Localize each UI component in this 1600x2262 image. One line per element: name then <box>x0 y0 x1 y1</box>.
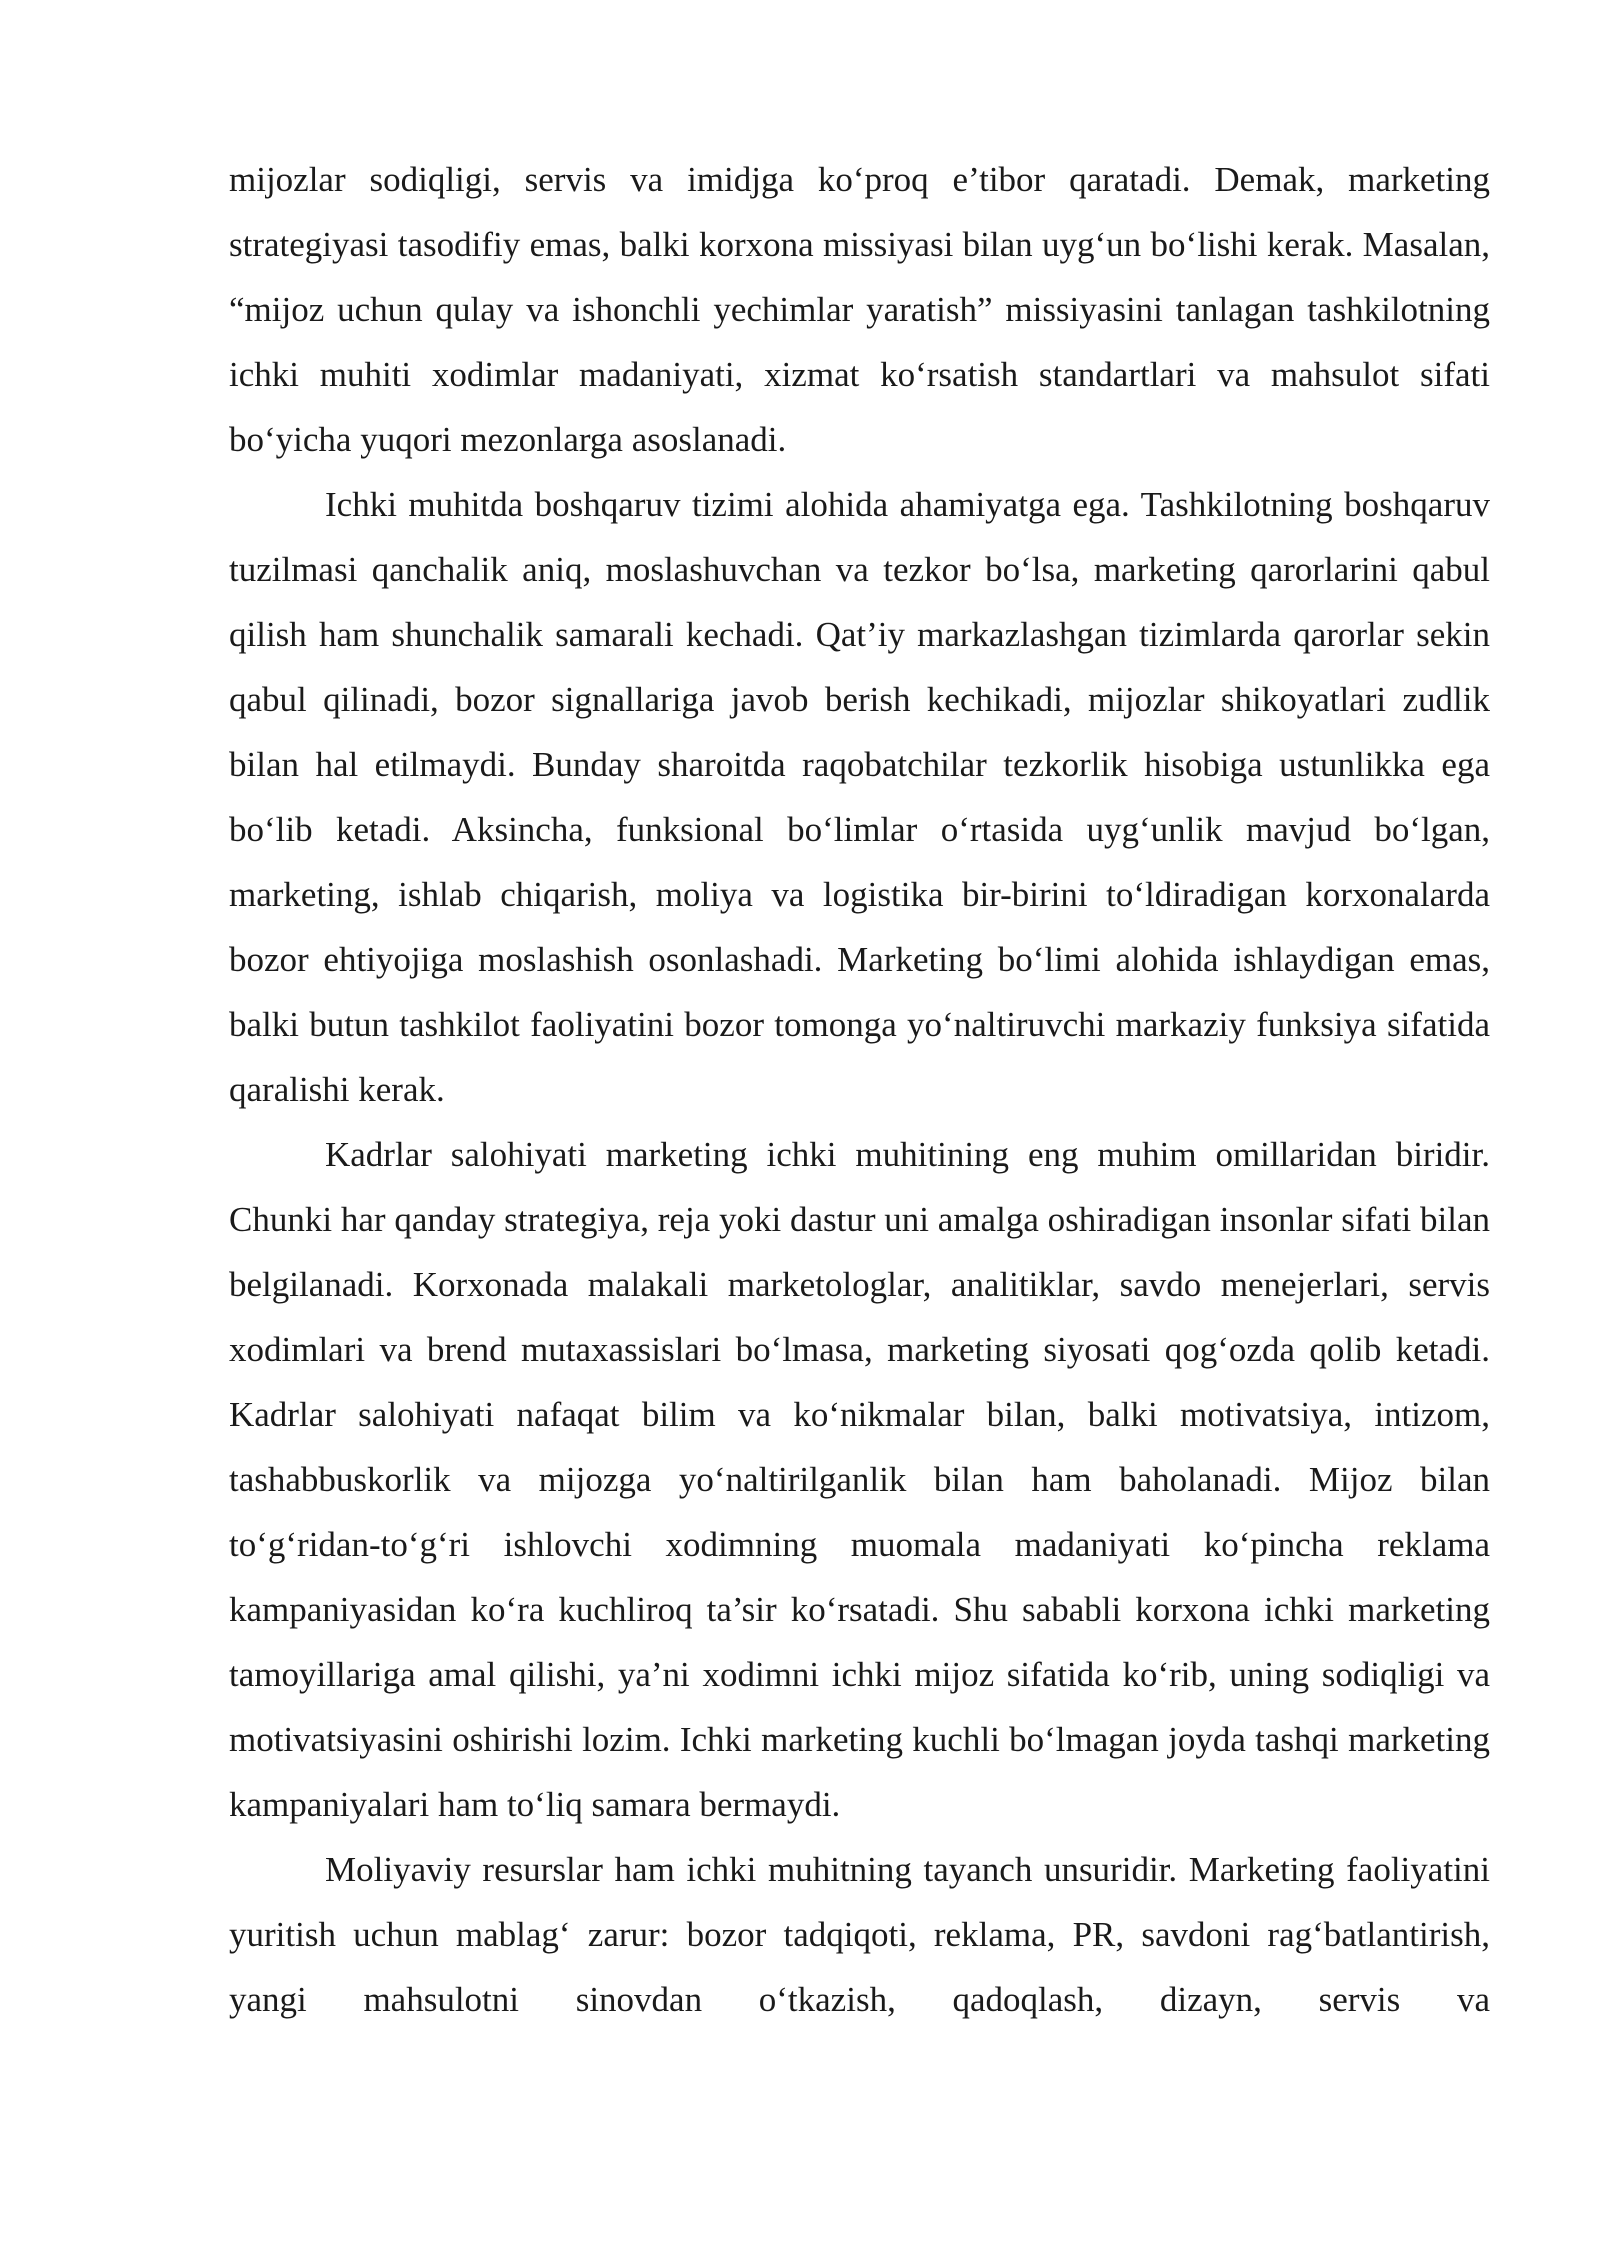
paragraph-2: Ichki muhitda boshqaruv tizimi alohida ahamiyatga ega. Tashkilotning boshqaruv tuzilmasi qanchalik aniq, moslashuvchan va tezkor bo‘lsa, marketing qarorlarini qabul qilish ham shunchalik samarali kechadi. Qat’iy markazlashgan tizimlarda qarorlar sekin qabul qilinadi, bozor signallariga javob berish kechikadi, mijozlar shikoyatlari zudlik bilan hal etilmaydi. Bunday sharoitda raqobatchilar tezkorlik hisobiga ustunlikka ega bo‘lib ketadi. Aksincha, funksional bo‘limlar o‘rtasida uyg‘unlik mavjud bo‘lgan, marketing, ishlab chiqarish, moliya va logistika bir-birini to‘ldiradigan korxonalarda bozor ehtiyojiga moslashish osonlashadi. Marketing bo‘limi alohida ishlaydigan emas, balki butun tashkilot faoliyatini bozor tomonga yo‘naltiruvchi markaziy funksiya sifatida qaralishi kerak. <box>229 485 1490 1109</box>
body-text <box>229 147 1490 2032</box>
paragraph-3: Kadrlar salohiyati marketing ichki muhitining eng muhim omillaridan biridir. Chunki har qanday strategiya, reja yoki dastur uni amalga oshiradigan insonlar sifati bilan belgilanadi. Korxonada malakali marketologlar, analitiklar, savdo menejerlari, servis xodimlari va brend mutaxassislari bo‘lmasa, marketing siyosati qog‘ozda qolib ketadi. Kadrlar salohiyati nafaqat bilim va ko‘nikmalar bilan, balki motivatsiya, intizom, tashabbuskorlik va mijozga yo‘naltirilganlik bilan ham baholanadi. Mijoz bilan to‘g‘ridan-to‘g‘ri ishlovchi xodimning muomala madaniyati ko‘pincha reklama kampaniyasidan ko‘ra kuchliroq ta’sir ko‘rsatadi. Shu sababli korxona ichki marketing tamoyillariga amal qilishi, ya’ni xodimni ichki mijoz sifatida ko‘rib, uning sodiqligi va motivatsiyasini oshirishi lozim. Ichki marketing kuchli bo‘lmagan joyda tashqi marketing kampaniyalari ham to‘liq samara bermaydi. <box>229 1135 1490 1824</box>
paragraph-1: mijozlar sodiqligi, servis va imidjga ko‘proq e’tibor qaratadi. Demak, marketing strategiyasi tasodifiy emas, balki korxona missiyasi bilan uyg‘un bo‘lishi kerak. Masalan, “mijoz uchun qulay va ishonchli yechimlar yaratish” missiyasini tanlagan tashkilotning ichki muhiti xodimlar madaniyati, xizmat ko‘rsatish standartlari va mahsulot sifati bo‘yicha yuqori mezonlarga asoslanadi. <box>229 160 1490 459</box>
paragraph-4: Moliyaviy resurslar ham ichki muhitning tayanch unsuridir. Marketing faoliyatini yuritish uchun mablag‘ zarur: bozor tadqiqoti, reklama, PR, savdoni rag‘batlantirish, yangi mahsulotni sinovdan o‘tkazish, qadoqlash, dizayn, servis va <box>229 1850 1490 2019</box>
